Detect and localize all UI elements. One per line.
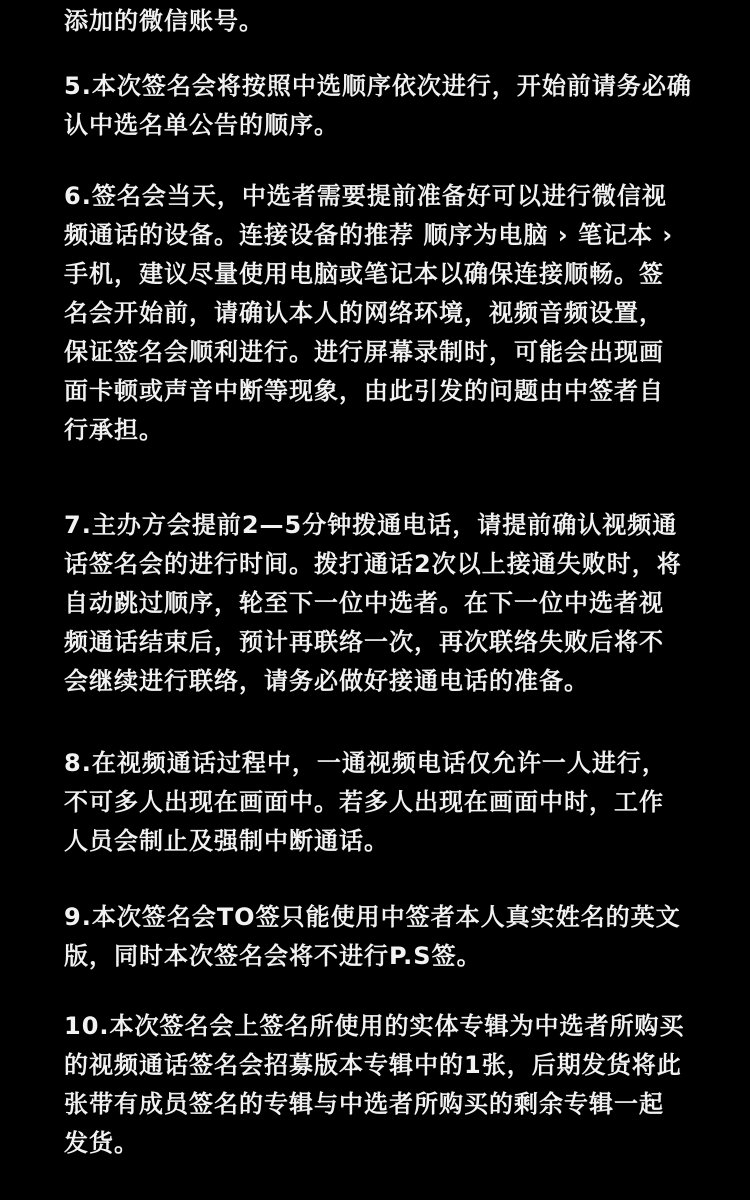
text-line: 10.本次签名会上签名所使用的实体专辑为中选者所购买 <box>64 1012 685 1040</box>
text-line: 张带有成员签名的专辑与中选者所购买的剩余专辑一起 <box>64 1090 664 1118</box>
text-line: 版，同时本次签名会将不进行P.S签。 <box>64 942 482 970</box>
text-line: 8.在视频通话过程中，一通视频电话仅允许一人进行， <box>64 749 667 777</box>
paragraph-4-tail <box>64 2 264 41</box>
text-line: 名会开始前，请确认本人的网络环境，视频音频设置， <box>64 299 664 327</box>
text-line: 面卡顿或声音中断等现象，由此引发的问题由中签者自 <box>64 377 664 405</box>
text-line: 添加的微信账号。 <box>64 7 264 35</box>
paragraph-8 <box>64 744 667 861</box>
text-line: 的视频通话签名会招募版本专辑中的1张，后期发货将此 <box>64 1051 682 1079</box>
text-line: 7.主办方会提前2—5分钟拨通电话，请提前确认视频通 <box>64 511 678 539</box>
text-line: 5.本次签名会将按照中选顺序依次进行，开始前请务必确 <box>64 72 692 100</box>
text-line: 行承担。 <box>64 416 164 444</box>
text-line: 会继续进行联络，请务必做好接通电话的准备。 <box>64 667 589 695</box>
text-line: 话签名会的进行时间。拨打通话2次以上接通失败时，将 <box>64 550 682 578</box>
text-line: 人员会制止及强制中断通话。 <box>64 827 389 855</box>
text-line: 自动跳过顺序，轮至下一位中选者。在下一位中选者视 <box>64 589 664 617</box>
paragraph-9 <box>64 898 681 976</box>
paragraph-6 <box>64 177 673 450</box>
text-line: 不可多人出现在画面中。若多人出现在画面中时，工作 <box>64 788 664 816</box>
paragraph-10 <box>64 1007 685 1163</box>
text-line: 9.本次签名会TO签只能使用中签者本人真实姓名的英文 <box>64 903 681 931</box>
text-line: 手机，建议尽量使用电脑或笔记本以确保连接顺畅。签 <box>64 260 664 288</box>
text-line: 频通话的设备。连接设备的推荐 顺序为电脑 › 笔记本 › <box>64 221 674 249</box>
text-line: 发货。 <box>64 1129 139 1157</box>
text-line: 频通话结束后，预计再联络一次，再次联络失败后将不 <box>64 628 664 656</box>
text-line: 认中选名单公告的顺序。 <box>64 111 339 139</box>
text-line: 6.签名会当天，中选者需要提前准备好可以进行微信视 <box>64 182 667 210</box>
paragraph-5 <box>64 67 692 145</box>
text-line: 保证签名会顺利进行。进行屏幕录制时，可能会出现画 <box>64 338 664 366</box>
paragraph-7 <box>64 506 682 701</box>
